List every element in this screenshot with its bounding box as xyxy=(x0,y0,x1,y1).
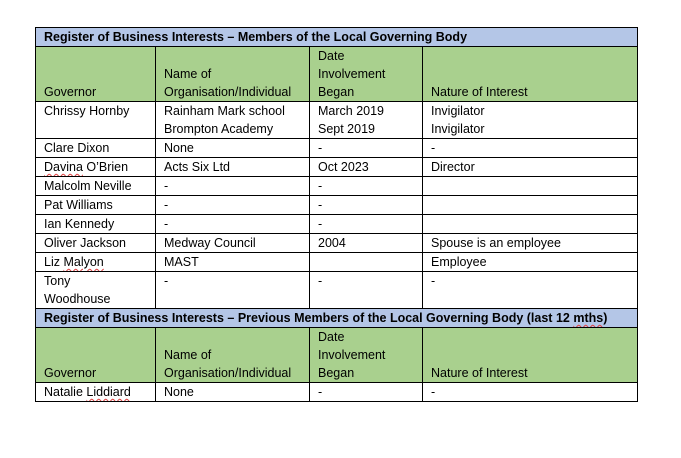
date-began-cell xyxy=(310,177,423,196)
date-began-cell xyxy=(310,215,423,234)
governor-cell-line: Ian Kennedy xyxy=(44,217,115,231)
nature-of-interest-cell-line: - xyxy=(431,274,436,288)
nature-of-interest-cell-line: - xyxy=(431,385,436,399)
governor-cell xyxy=(36,215,156,234)
governor-cell xyxy=(36,272,156,309)
governor-cell xyxy=(36,102,156,139)
table-row xyxy=(36,383,638,402)
date-began-cell-line: - xyxy=(318,179,323,193)
date-began-cell xyxy=(310,253,423,272)
governor-cell xyxy=(36,383,156,402)
date-began-cell xyxy=(310,272,423,309)
nature-of-interest-cell xyxy=(423,253,638,272)
nature-of-interest-cell xyxy=(423,215,638,234)
governor-cell-line: Chrissy Hornby xyxy=(44,104,130,118)
date-began-cell-line: 2004 xyxy=(318,236,346,250)
spellcheck-underline: mths xyxy=(573,311,604,325)
table-row xyxy=(36,253,638,272)
governor-cell xyxy=(36,196,156,215)
header-date-began-line: Began xyxy=(318,366,355,380)
date-began-cell-line: Sept 2019 xyxy=(318,122,375,136)
governor-cell xyxy=(36,177,156,196)
date-began-cell xyxy=(310,383,423,402)
current-header-row xyxy=(36,47,638,102)
nature-of-interest-cell-line xyxy=(431,177,629,195)
governor-cell xyxy=(36,139,156,158)
nature-of-interest-cell-line: Employee xyxy=(431,255,487,269)
header-organisation xyxy=(156,328,310,383)
header-nature-of-interest-line: Nature of Interest xyxy=(431,366,528,380)
organisation-cell xyxy=(156,196,310,215)
organisation-cell-line: Rainham Mark school xyxy=(164,104,285,118)
date-began-cell xyxy=(310,139,423,158)
governor-cell-line: Clare Dixon xyxy=(44,141,110,155)
spellcheck-underline: Liddiard xyxy=(86,385,131,399)
organisation-cell-line: Medway Council xyxy=(164,236,256,250)
nature-of-interest-cell-line: Invigilator xyxy=(431,122,485,136)
table-row xyxy=(36,177,638,196)
header-organisation-line: Organisation/Individual xyxy=(164,85,292,99)
organisation-cell xyxy=(156,234,310,253)
nature-of-interest-cell-line: Spouse is an employee xyxy=(431,236,561,250)
organisation-cell-line: Acts Six Ltd xyxy=(164,160,230,174)
governor-cell-line: Oliver Jackson xyxy=(44,236,126,250)
organisation-cell xyxy=(156,158,310,177)
current-section-title: Register of Business Interests – Members of the Local Governing Body xyxy=(36,28,638,47)
organisation-cell-line: MAST xyxy=(164,255,199,269)
governor-cell xyxy=(36,234,156,253)
table-row xyxy=(36,196,638,215)
header-nature-of-interest xyxy=(423,328,638,383)
governor-cell-line: Woodhouse xyxy=(44,292,111,306)
date-began-cell xyxy=(310,196,423,215)
organisation-cell xyxy=(156,272,310,309)
governor-cell-line: Malcolm Neville xyxy=(44,179,132,193)
header-date-began-line: Date xyxy=(318,49,345,63)
previous-header-row xyxy=(36,328,638,383)
nature-of-interest-cell xyxy=(423,139,638,158)
organisation-cell-line: None xyxy=(164,385,194,399)
header-date-began xyxy=(310,47,423,102)
header-date-began-line: Involvement xyxy=(318,67,386,81)
nature-of-interest-cell-line: Invigilator xyxy=(431,104,485,118)
organisation-cell xyxy=(156,102,310,139)
date-began-cell-line: - xyxy=(318,217,323,231)
previous-section-title-row xyxy=(36,309,638,328)
governor-cell-line: Pat Williams xyxy=(44,198,113,212)
table-row xyxy=(36,102,638,139)
table-row xyxy=(36,158,638,177)
current-section-title-row xyxy=(36,28,638,47)
header-date-began-line: Involvement xyxy=(318,348,386,362)
header-organisation xyxy=(156,47,310,102)
spellcheck-underline: Davina xyxy=(44,160,83,174)
header-nature-of-interest xyxy=(423,47,638,102)
nature-of-interest-cell xyxy=(423,234,638,253)
header-governor xyxy=(36,328,156,383)
governor-cell-line: Davina O’Brien xyxy=(44,160,129,174)
date-began-cell-line: - xyxy=(318,141,323,155)
organisation-cell-line: - xyxy=(164,217,169,231)
nature-of-interest-cell-line xyxy=(431,196,629,214)
header-nature-of-interest-line: Nature of Interest xyxy=(431,85,528,99)
governor-cell-line: Natalie Liddiard xyxy=(44,385,131,399)
governor-cell xyxy=(36,253,156,272)
header-date-began-line: Began xyxy=(318,85,355,99)
header-date-began-line: Date xyxy=(318,330,345,344)
table-row xyxy=(36,272,638,309)
date-began-cell-line: - xyxy=(318,385,323,399)
nature-of-interest-cell xyxy=(423,177,638,196)
organisation-cell xyxy=(156,177,310,196)
date-began-cell-line xyxy=(318,253,414,271)
nature-of-interest-cell-line xyxy=(431,215,629,233)
organisation-cell xyxy=(156,139,310,158)
organisation-cell-line: - xyxy=(164,198,169,212)
governor-cell-line: Liz Malyon xyxy=(44,255,104,269)
table-row xyxy=(36,139,638,158)
nature-of-interest-cell xyxy=(423,102,638,139)
date-began-cell-line: - xyxy=(318,198,323,212)
header-organisation-line: Name of xyxy=(164,67,212,81)
date-began-cell xyxy=(310,102,423,139)
date-began-cell-line: - xyxy=(318,274,323,288)
date-began-cell-line: March 2019 xyxy=(318,104,385,118)
header-governor-line: Governor xyxy=(44,85,97,99)
nature-of-interest-cell xyxy=(423,158,638,177)
organisation-cell-line: - xyxy=(164,179,169,193)
header-organisation-line: Organisation/Individual xyxy=(164,366,292,380)
nature-of-interest-cell xyxy=(423,383,638,402)
header-date-began xyxy=(310,328,423,383)
nature-of-interest-cell xyxy=(423,196,638,215)
organisation-cell-line: - xyxy=(164,274,169,288)
date-began-cell xyxy=(310,158,423,177)
table-row xyxy=(36,234,638,253)
previous-section-title: Register of Business Interests – Previous Members of the Local Governing Body (last 12 mths) xyxy=(36,309,638,328)
organisation-cell xyxy=(156,253,310,272)
date-began-cell xyxy=(310,234,423,253)
organisation-cell xyxy=(156,215,310,234)
header-organisation-line: Name of xyxy=(164,348,212,362)
governor-cell-line: Tony xyxy=(44,274,71,288)
organisation-cell-line: Brompton Academy xyxy=(164,122,274,136)
header-governor xyxy=(36,47,156,102)
organisation-cell xyxy=(156,383,310,402)
spellcheck-underline: Malyon xyxy=(63,255,104,269)
nature-of-interest-cell-line: - xyxy=(431,141,436,155)
header-governor-line: Governor xyxy=(44,366,97,380)
business-interests-register xyxy=(35,27,638,402)
organisation-cell-line: None xyxy=(164,141,194,155)
nature-of-interest-cell xyxy=(423,272,638,309)
table-row xyxy=(36,215,638,234)
date-began-cell-line: Oct 2023 xyxy=(318,160,369,174)
nature-of-interest-cell-line: Director xyxy=(431,160,475,174)
governor-cell xyxy=(36,158,156,177)
